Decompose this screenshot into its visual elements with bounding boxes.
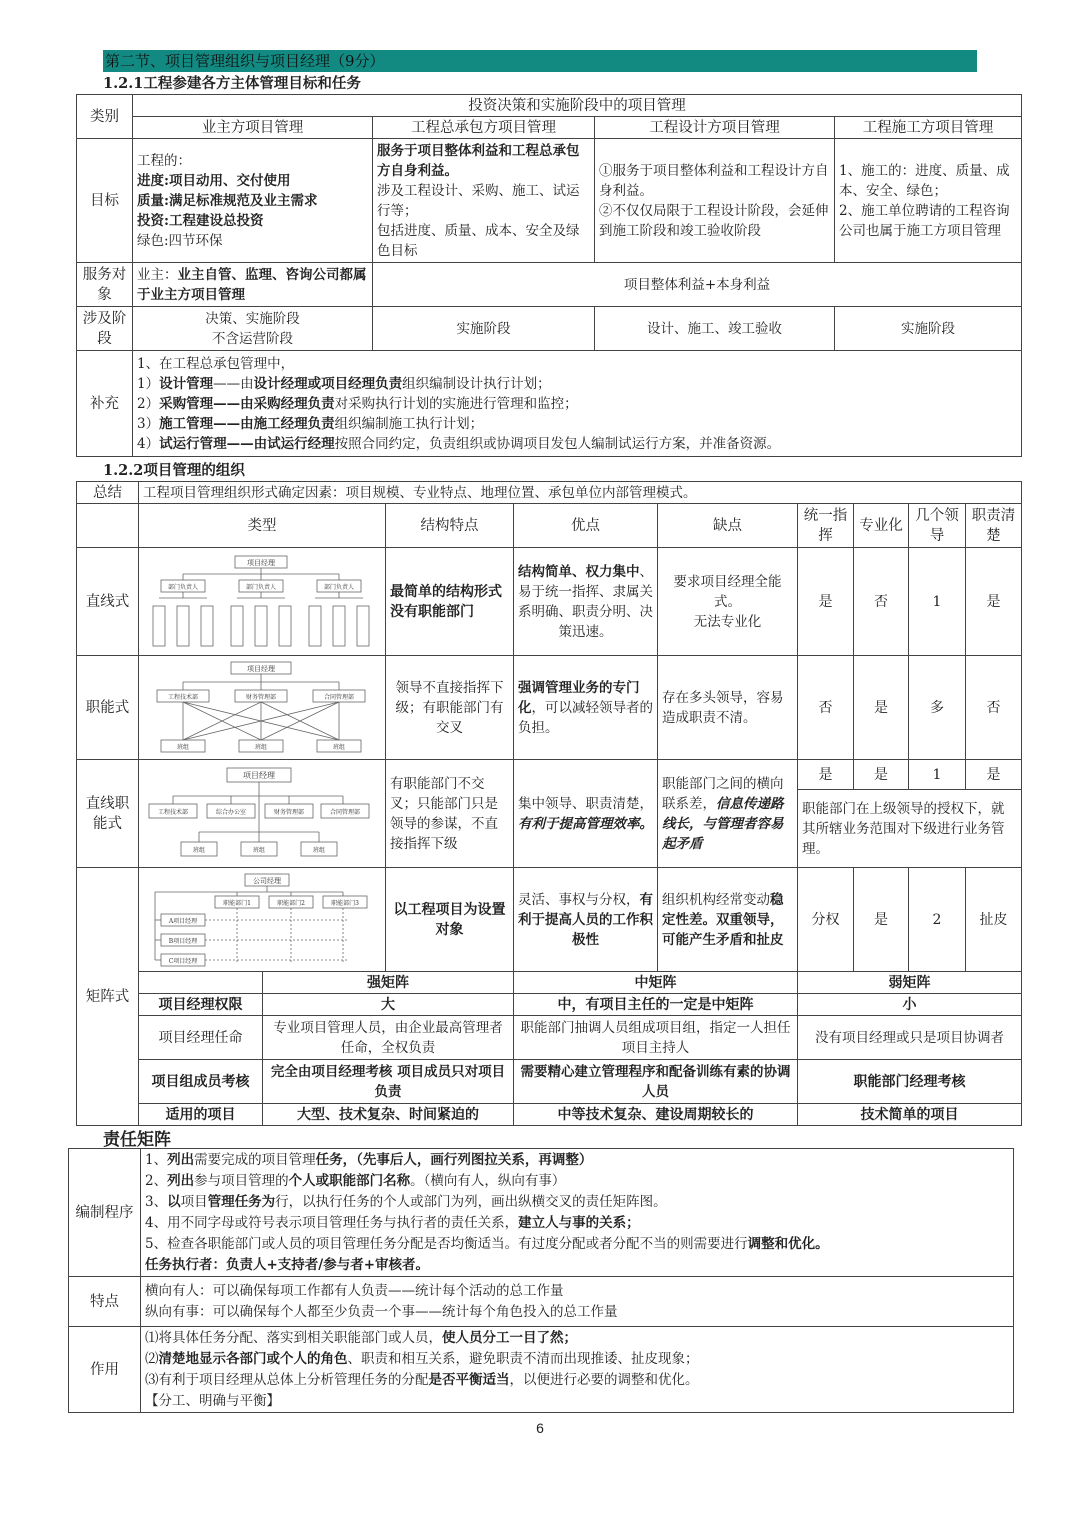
line-feature: 最简单的结构形式 没有职能部门	[386, 548, 514, 656]
func-diagram	[139, 656, 386, 760]
goal-design: ①服务于项目整体利益和工程设计方自身利益。 ②不仅仅局限于工程设计阶段，会延伸到施工阶段和竣工验收阶段	[595, 139, 835, 263]
matrix-clear: 扯皮	[966, 868, 1022, 972]
line-con: 要求项目经理全能式。 无法专业化	[658, 548, 798, 656]
prog-step-2: 2、列出参与项目管理的个人或职能部门名称。（横向有人，纵向有事）	[145, 1172, 566, 1189]
matrix-strong-hdr: 强矩阵	[263, 972, 514, 994]
goal-owner: 工程的： 进度:项目动用、交付使用 质量:满足标准规范及业主需求 投资:工程建设总投资 绿色:四节环保	[133, 139, 373, 263]
func-pro: 强调管理业务的专门化，可以减轻领导者的负担。	[514, 656, 658, 760]
linefunc-leaders: 1	[909, 760, 966, 790]
matrix-row-label: 适用的项目	[139, 1104, 263, 1126]
prog-step-1: 1、列出需要完成的项目管理任务，（先事后人，画行列图拉关系，再调整）	[145, 1151, 593, 1168]
use-item-1: ⑴将具体任务分配、落实到相关职能部门或人员，使人员分工一目了然；	[145, 1329, 577, 1346]
matrix-weak-hdr: 弱矩阵	[798, 972, 1022, 994]
matrix-row-mid: 中等技术复杂、建设周期较长的	[514, 1104, 798, 1126]
t1-col-owner: 业主方项目管理	[133, 117, 373, 139]
matrix-row-label: 项目经理任命	[139, 1016, 263, 1060]
resp-matrix-title: 责任矩阵	[103, 1130, 171, 1150]
svg-text:合同管理部: 合同管理部	[323, 693, 355, 701]
summary-label: 总结	[77, 482, 139, 504]
goal-construction: 1、施工的：进度、质量、成本、安全、绿色； 2、施工单位聘请的工程咨询公司也属于施工方项目管理	[835, 139, 1022, 263]
supp-item-2: 2）采购管理——由采购经理负责对采购执行计划的实施进行管理和监控；	[137, 395, 578, 412]
serve-label: 服务对象	[77, 263, 133, 307]
hdr-pro: 优点	[514, 504, 658, 548]
t1-heading: 1.2.1工程参建各方主体管理目标和任务	[103, 75, 361, 92]
linefunc-feature: 有职能部门不交叉；只能部门只是领导的参谋，不直接指挥下级	[386, 760, 514, 868]
svg-text:部门负责人: 部门负责人	[245, 583, 277, 591]
line-pro: 结构简单、权力集中、易于统一指挥、隶属关系明确、职责分明、决策迅速。	[514, 548, 658, 656]
svg-text:综合办公室: 综合办公室	[215, 808, 247, 816]
section-banner: 第二节、项目管理组织与项目经理（9分）	[103, 50, 977, 72]
hdr-con: 缺点	[658, 504, 798, 548]
stage-owner: 决策、实施阶段 不含运营阶段	[133, 307, 373, 351]
t1-col-construction: 工程施工方项目管理	[835, 117, 1022, 139]
t1-col-design: 工程设计方项目管理	[595, 117, 835, 139]
t1-header-span: 投资决策和实施阶段中的项目管理	[133, 95, 1022, 117]
matrix-row-strong: 专业项目管理人员，由企业最高管理者任命，全权负责	[263, 1016, 514, 1060]
svg-text:工程技术部: 工程技术部	[167, 693, 199, 701]
matrix-row-mid: 需要精心建立管理程序和配备训练有素的协调人员	[514, 1060, 798, 1104]
svg-text:B项目经理: B项目经理	[168, 937, 198, 945]
svg-text:项目经理: 项目经理	[247, 558, 275, 567]
line-leaders: 1	[909, 548, 966, 656]
matrix-row-weak: 职能部门经理考核	[798, 1060, 1022, 1104]
svg-text:合同管理部: 合同管理部	[329, 808, 361, 816]
stage-construction: 实施阶段	[835, 307, 1022, 351]
serve-owner: 业主：业主自管、监理、咨询公司都属于业主方项目管理	[133, 263, 373, 307]
prog-executor: 任务执行者：负责人+支持者/参与者+审核者。	[145, 1256, 430, 1273]
use-item-2: ⑵清楚地显示各部门或个人的角色、职责和相互关系，避免职责不清而出现推诿、扯皮现象；	[145, 1350, 699, 1367]
matrix-label: 矩阵式	[77, 868, 139, 1126]
matrix-row-weak: 小	[798, 994, 1022, 1016]
hdr-feature: 结构特点	[386, 504, 514, 548]
svg-text:职能部门1: 职能部门1	[223, 899, 251, 907]
svg-text:职能部门3: 职能部门3	[331, 899, 359, 907]
line-clear: 是	[966, 548, 1022, 656]
line-diagram	[139, 548, 386, 656]
svg-text:部门负责人: 部门负责人	[323, 583, 355, 591]
matrix-con: 组织机构经常变动稳定性差。双重领导，可能产生矛盾和扯皮	[658, 868, 798, 972]
matrix-row-label: 项目经理权限	[139, 994, 263, 1016]
svg-text:C项目经理: C项目经理	[168, 957, 198, 965]
svg-text:财务管理部: 财务管理部	[245, 693, 277, 701]
svg-text:班组: 班组	[176, 743, 190, 751]
matrix-diagram	[139, 868, 386, 972]
matrix-row-mid: 职能部门抽调人员组成项目组，指定一人担任项目主持人	[514, 1016, 798, 1060]
linefunc-pro: 集中领导、职责清楚，有利于提高管理效率。	[514, 760, 658, 868]
matrix-row-weak: 技术简单的项目	[798, 1104, 1022, 1126]
supp-item-3: 3）施工管理——由施工经理负责组织编制施工执行计划；	[137, 415, 484, 432]
func-con: 存在多头领导，容易造成职责不清。	[658, 656, 798, 760]
resp-matrix-table	[68, 1148, 1014, 1413]
prog-step-4: 4、用不同字母或符号表示项目管理任务与执行者的责任关系，建立人与事的关系；	[145, 1214, 640, 1231]
line-label: 直线式	[77, 548, 139, 656]
matrix-pro: 灵活、事权与分权，有利于提高人员的工作积极性	[514, 868, 658, 972]
feat-content: 横向有人：可以确保每项工作都有人负责——统计每个活动的总工作量 纵向有事：可以确保每个人都至少负责一个事——统计每个角色投入的总工作量	[141, 1277, 1014, 1327]
serve-other: 项目整体利益+本身利益	[373, 263, 1022, 307]
page-number: 6	[536, 1420, 544, 1436]
supp-label: 补充	[77, 351, 133, 457]
linefunc-diagram	[139, 760, 386, 868]
matrix-leaders: 2	[909, 868, 966, 972]
svg-text:公司经理: 公司经理	[253, 876, 281, 885]
prog-label: 编制程序	[69, 1149, 141, 1277]
hdr-leaders: 几个领导	[909, 504, 966, 548]
matrix-row-weak: 没有项目经理或只是项目协调者	[798, 1016, 1022, 1060]
use-content: ⑴将具体任务分配、落实到相关职能部门或人员，使人员分工一目了然； ⑵清楚地显示各部门或个人的角色、职责和相互关系，避免职责不清而出现推诿、扯皮现象； ⑶有利于项目经理从总体上分析管理任务的分配是否平衡适当，以便进行必要的调整和优化。 【分工、明确与平衡】	[141, 1327, 1014, 1413]
svg-text:职能部门2: 职能部门2	[277, 899, 305, 907]
summary-text: 工程项目管理组织形式确定因素：项目规模、专业特点、地理位置、承包单位内部管理模式。	[139, 482, 1022, 504]
prog-content	[141, 1149, 1014, 1277]
func-leaders: 多	[909, 656, 966, 760]
line-special: 否	[854, 548, 909, 656]
prog-step-5: 5、检查各职能部门或人员的项目管理任务分配是否均衡适当。有过度分配或者分配不当的则需要进行调整和优化。	[145, 1235, 829, 1252]
t1-category-label: 类别	[77, 95, 133, 139]
hdr-special: 专业化	[854, 504, 909, 548]
svg-text:A项目经理: A项目经理	[168, 917, 198, 925]
goal-label: 目标	[77, 139, 133, 263]
linefunc-con: 职能部门之间的横向联系差，信息传递路线长，与管理者容易起矛盾	[658, 760, 798, 868]
hdr-unified: 统一指挥	[798, 504, 854, 548]
svg-text:班组: 班组	[252, 846, 266, 854]
func-label: 职能式	[77, 656, 139, 760]
linefunc-unified: 是	[798, 760, 854, 790]
matrix-row-strong: 大型、技术复杂、时间紧迫的	[263, 1104, 514, 1126]
linefunc-special: 是	[854, 760, 909, 790]
org-table	[76, 481, 1022, 1126]
stage-epc: 实施阶段	[373, 307, 595, 351]
use-item-3: ⑶有利于项目经理从总体上分析管理任务的分配是否平衡适当，以便进行必要的调整和优化。	[145, 1371, 699, 1388]
svg-text:班组: 班组	[192, 846, 206, 854]
matrix-row-label: 项目组成员考核	[139, 1060, 263, 1104]
matrix-row-strong: 完全由项目经理考核 项目成员只对项目负责	[263, 1060, 514, 1104]
feat-label: 特点	[69, 1277, 141, 1327]
svg-text:财务管理部: 财务管理部	[273, 808, 305, 816]
svg-text:项目经理: 项目经理	[247, 664, 275, 673]
matrix-unified: 分权	[798, 868, 854, 972]
linefunc-label: 直线职能式	[77, 760, 139, 868]
svg-text:部门负责人: 部门负责人	[167, 583, 199, 591]
stage-label: 涉及阶段	[77, 307, 133, 351]
supp-content: 1、在工程总承包管理中， 1）设计管理——由设计经理或项目经理负责组织编制设计执行计划； 2）采购管理——由采购经理负责对采购执行计划的实施进行管理和监控； 3）施工管理——由施工经理负责组织编制施工执行计划； 4）试运行管理——由试运行经理按照合同约定，负责组织或协调项目发包人编制试运行方案，并准备资源。	[133, 351, 1022, 457]
goal-epc: 服务于项目整体利益和工程总承包方自身利益。 涉及工程设计、采购、施工、试运行等； 包括进度、质量、成本、安全及绿色目标	[373, 139, 595, 263]
svg-text:班组: 班组	[312, 846, 326, 854]
func-unified: 否	[798, 656, 854, 760]
use-label: 作用	[69, 1327, 141, 1413]
linefunc-note: 职能部门在上级领导的授权下，就其所辖业务范围对下级进行业务管理。	[798, 790, 1022, 868]
supp-item-4: 4）试运行管理——由试运行经理按照合同约定，负责组织或协调项目发包人编制试运行方案，并准备资源。	[137, 435, 781, 452]
line-unified: 是	[798, 548, 854, 656]
matrix-row-mid: 中，有项目主任的一定是中矩阵	[514, 994, 798, 1016]
func-clear: 否	[966, 656, 1022, 760]
func-feature: 领导不直接指挥下级；有职能部门有交叉	[386, 656, 514, 760]
supp-item-1: 1）设计管理——由设计经理或项目经理负责组织编制设计执行计划；	[137, 375, 551, 392]
matrix-special: 是	[854, 868, 909, 972]
linefunc-clear: 是	[966, 760, 1022, 790]
matrix-mid-hdr: 中矩阵	[514, 972, 798, 994]
t2-heading: 1.2.2项目管理的组织	[103, 462, 245, 479]
svg-text:项目经理: 项目经理	[243, 770, 275, 780]
svg-text:工程技术部: 工程技术部	[157, 808, 189, 816]
prog-step-3: 3、以项目管理任务为行，以执行任务的个人或部门为列，画出纵横交叉的责任矩阵图。	[145, 1193, 667, 1210]
svg-text:班组: 班组	[332, 743, 346, 751]
matrix-feature: 以工程项目为设置对象	[386, 868, 514, 972]
svg-text:班组: 班组	[254, 743, 268, 751]
stage-design: 设计、施工、竣工验收	[595, 307, 835, 351]
func-special: 是	[854, 656, 909, 760]
matrix-row-strong: 大	[263, 994, 514, 1016]
hdr-clear: 职责清楚	[966, 504, 1022, 548]
hdr-type: 类型	[139, 504, 386, 548]
t1-col-epc: 工程总承包方项目管理	[373, 117, 595, 139]
stakeholder-table	[76, 94, 1022, 457]
